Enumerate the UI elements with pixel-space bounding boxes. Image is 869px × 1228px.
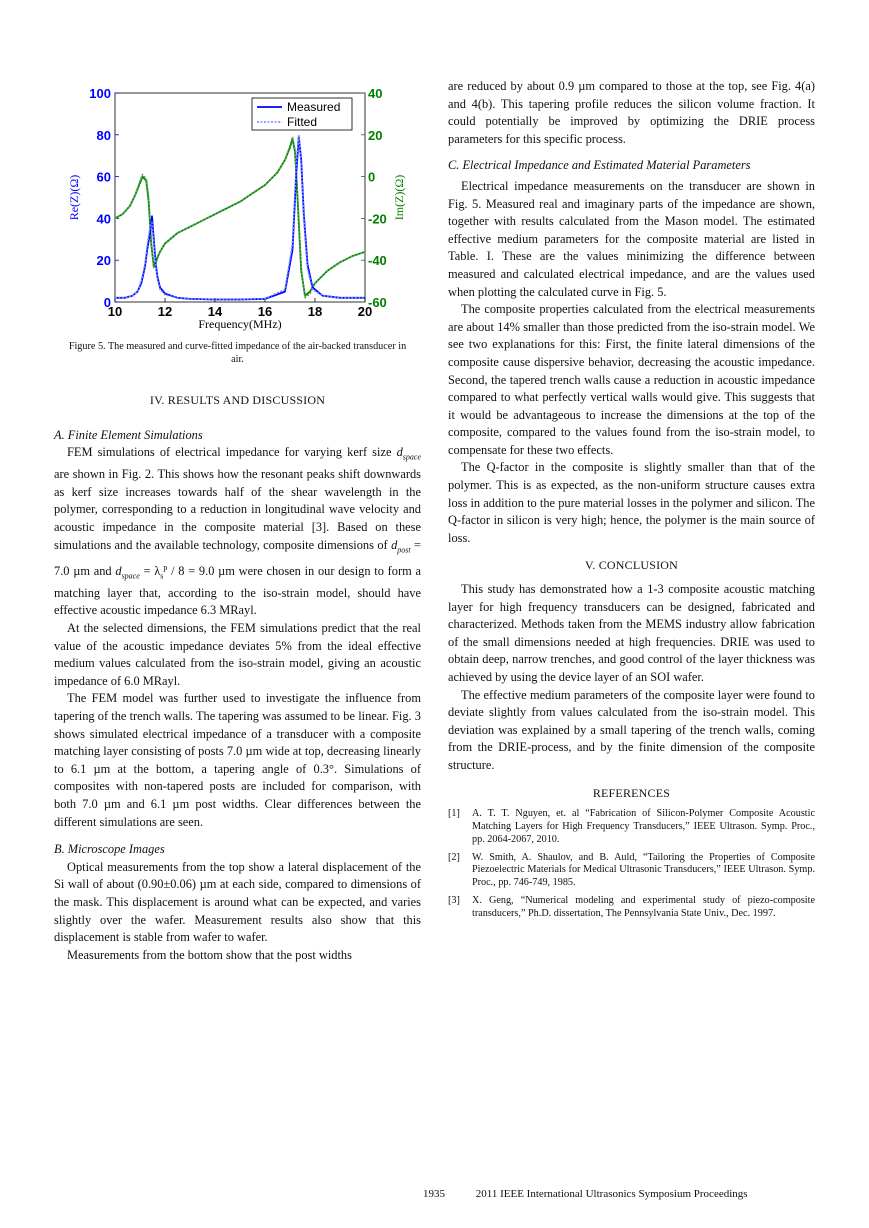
subsection-title-fem: A. Finite Element Simulations [54, 427, 203, 442]
y-right-tick-label: -20 [368, 211, 387, 227]
y-right-tick-label: -40 [368, 253, 387, 269]
legend-label-measured: Measured [287, 100, 341, 114]
paragraph-fem-2: At the selected dimensions, the FEM simulations predict that the real value of the acoustic impedance deviates 5% from the ideal effective medium values calculated from the iso-strain model, giving an acoustic impedance of 6.0 MRayl. [54, 621, 421, 688]
y-right-tick-label: -60 [368, 295, 387, 310]
y-tick-label: 40 [96, 211, 111, 227]
y-right-tick-label: 20 [368, 127, 383, 143]
subsection-title-impedance: C. Electrical Impedance and Estimated Material Parameters [448, 158, 751, 173]
y-axis-label: Re(Z)(Ω) [67, 174, 81, 221]
paragraph-impedance-2: The composite properties calculated from the electrical measurements are about 14% smaller than those predicted from the iso-strain model. We see two explanations for this: First, the finite lateral dimensions of the composite cause dispersive behavior, decreasing the acoustic impedance. Second, the tapered trench walls cause a reduction in acoustic impedance compared to what perfectly vertical walls would give. This suggests that it would be advantageous to increase the dimensions at the top of the composite, compared to the values found from the iso-strain model, to compensate for these two effects. [448, 302, 815, 457]
page-number: 1935 [423, 1188, 445, 1200]
paragraph-fem-1: FEM simulations of electrical impedance for varying kerf size $d_{space}$ are shown in Fig. 2. This shows how the resonant peaks shift downwards as kerf size increases towards half of the shear wavelength in the polymer, corresponding to a reduction in longitudinal wave velocity and acoustic impedance in the composite material [3]. Based on these simulations and the available technology, composite dimensions of $d_{post} = 7.0$ µm and $d_{space} = \lambda_s^p / 8 = 9.0$ µm were chosen in our design to form a matching layer that, according to the iso-strain model, should have effective acoustic impedance 6.3 MRayl. [54, 445, 421, 618]
paragraph-conclusion-1: This study has demonstrated how a 1-3 composite acoustic matching layer for high frequency transducers can be designed, fabricated and characterized. Methods taken from the MEMS industry allow fabrication of the small dimensions needed at high frequencies. DRIE was used to obtain deep, narrow trenches, and good control of the layer thickness was achieved by using the device layer of an SOI wafer. [448, 582, 815, 684]
paragraph-microscope-1: Optical measurements from the top show a lateral displacement of the Si wall of about (0.90±0.06) µm at each side, compared to dimensions of the mask. This displacement is around what can be expected, and varies slightly over the wafer. Measurement results also show that this displacement is stable from wafer to wafer. [54, 859, 421, 945]
page-footer [423, 1188, 776, 1200]
x-tick-label: 16 [257, 304, 273, 319]
paragraph-conclusion-2: The effective medium parameters of the composite layer were found to deviate slightly from values calculated from the iso-strain model. This deviation was explained by a small tapering of the trench walls, coming from the DRIE-process, and by the finite dimension of the composite structure. [448, 687, 815, 772]
x-tick-label: 14 [207, 304, 223, 319]
y-right-axis-label: Im(Z)(Ω) [392, 174, 406, 221]
right-column [448, 78, 815, 926]
figure-5 [54, 78, 421, 340]
references-list [448, 808, 815, 920]
x-tick-label: 12 [157, 304, 173, 319]
x-tick-label: 10 [107, 304, 123, 319]
section-title-results: IV. RESULTS AND DISCUSSION [149, 393, 326, 407]
subsection-title-microscope: B. Microscope Images [54, 842, 165, 857]
y-tick-label: 20 [96, 253, 111, 269]
y-right-tick-label: 40 [368, 86, 383, 101]
impedance-chart [54, 78, 421, 340]
paragraph-impedance-1: Electrical impedance measurements on the transducer are shown in Fig. 5. Measured real and imaginary parts of the impedance are shown, together with results calculated from the Mason model. The estimated effective medium parameters for the composite material are listed in Table. I. These are the values minimizing the difference between measured and calculated electrical impedance, and are the values used when plotting the calculated curve in Fig. 5. [448, 178, 815, 299]
reference-item: [3] X. Geng, “Numerical modeling and experimental study of piezo-composite transducers,” Ph.D. dissertation, The Pennsylvania State Univ., Dec. 1997. [448, 894, 815, 919]
series-measured-re [115, 137, 365, 300]
references-title: REFERENCES [592, 785, 671, 800]
x-tick-label: 20 [357, 304, 373, 319]
reference-item: [2] W. Smith, A. Shaulov, and B. Auld, “Tailoring the Properties of Composite Piezoelectric Materials for Medical Ultrasonic Transducers,” IEEE Ultrason. Symp. Proc., pp. 746-749, 1985. [448, 851, 815, 889]
y-tick-label: 80 [96, 127, 111, 143]
paragraph-microscope-2-cont: are reduced by about 0.9 µm compared to those at the top, see Fig. 4(a) and 4(b). This tapering profile reduces the silicon volume fraction. It could potentially be improved by optimizing the DRIE process parameters for this specific process. [448, 79, 815, 146]
y-right-tick-label: 0 [368, 169, 376, 185]
y-tick-label: 100 [89, 86, 111, 101]
legend-label-fitted: Fitted [287, 115, 318, 129]
left-column [54, 78, 421, 964]
proceedings-title: 2011 IEEE International Ultrasonics Symposium Proceedings [475, 1188, 748, 1200]
paragraph-fem-3: The FEM model was further used to investigate the influence from tapering of the trench walls. The tapering was assumed to be linear. Fig. 3 shows simulated electrical impedance of a transducer with a composite matching layer consisting of posts 7.0 µm wide at top, decreasing linearly to 6.1 µm at the bottom, a tapering angle of 0.3°. Simulations of composites with non-tapered posts are included for comparison, with both 7.0 µm and 6.1 µm post widths. Clear differences between the different simulations are seen. [54, 691, 421, 829]
x-axis-label: Frequency(MHz) [198, 317, 282, 331]
section-title-conclusion: V. CONCLUSION [584, 558, 679, 573]
figure-caption: Figure 5. The measured and curve-fitted impedance of the air-backed transducer in air. [68, 341, 407, 365]
y-tick-label: 60 [96, 169, 111, 185]
reference-item: [1] A. T. T. Nguyen, et. al “Fabrication of Silicon-Polymer Composite Acoustic Matching Layers for High Frequency Transducers,” IEEE Ultrason. Symp. Proc., pp. 2064-2067, 2010. [448, 808, 815, 845]
paragraph-impedance-3: The Q-factor in the composite is slightly smaller than that of the polymer. This is as expected, as the non-uniform structure causes extra loss in addition to the pure material losses in the polymer and silicon. The Q-factor in silicon is very high; hence, the polymer is the main source of loss. [448, 460, 815, 545]
y-tick-label: 0 [103, 295, 111, 310]
x-tick-label: 18 [307, 304, 323, 319]
paragraph-microscope-2: Measurements from the bottom show that the post widths [67, 947, 352, 962]
